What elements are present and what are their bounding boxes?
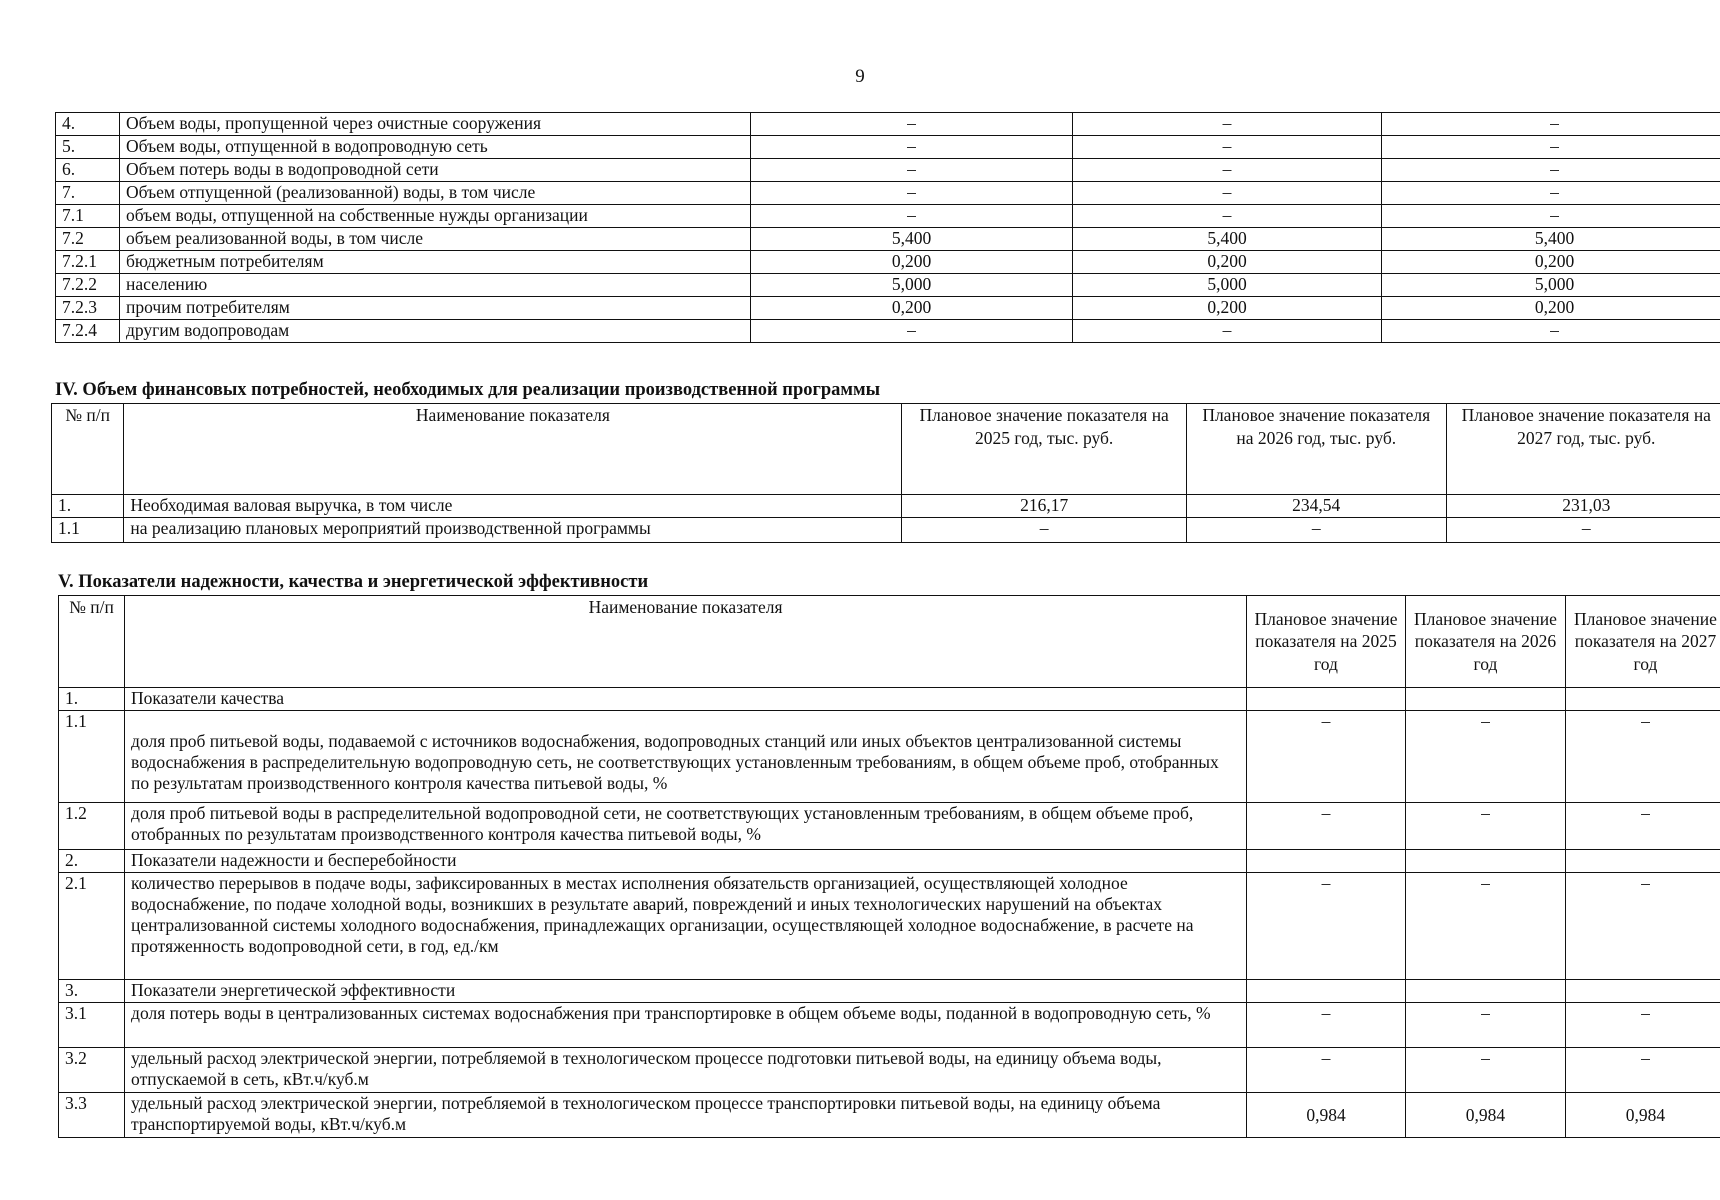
value-2026: 0,200 — [1073, 251, 1382, 274]
reliability-quality-table — [58, 595, 1720, 1138]
row-number: 1. — [59, 688, 125, 711]
table-row — [52, 495, 1720, 518]
value-2027: – — [1382, 136, 1720, 159]
value-2026: – — [1073, 320, 1382, 343]
table-row — [56, 113, 1720, 136]
row-number: 3.3 — [59, 1093, 125, 1138]
row-number: 3.2 — [59, 1048, 125, 1093]
water-volume-table — [55, 112, 1720, 343]
value-2027 — [1565, 688, 1720, 711]
row-number: 2. — [59, 850, 125, 873]
value-2026: – — [1073, 205, 1382, 228]
table-header-row — [52, 404, 1720, 495]
value-2026: 0,200 — [1073, 297, 1382, 320]
value-2025: – — [1247, 1003, 1406, 1048]
table-row — [59, 1003, 1720, 1048]
value-2026: – — [1073, 113, 1382, 136]
indicator-name: Объем воды, отпущенной в водопроводную сеть — [120, 136, 751, 159]
row-number: 6. — [56, 159, 120, 182]
table-row — [59, 850, 1720, 873]
row-number: 3.1 — [59, 1003, 125, 1048]
row-number: 7.1 — [56, 205, 120, 228]
header-2027: Плановое значение показателя на 2027 год, тыс. руб. — [1446, 404, 1720, 495]
row-number: 7. — [56, 182, 120, 205]
value-2025: – — [902, 518, 1187, 543]
table-row — [59, 803, 1720, 850]
indicator-name: Показатели энергетической эффективности — [125, 980, 1247, 1003]
header-name: Наименование показателя — [125, 596, 1247, 688]
table-row — [56, 159, 1720, 182]
value-2025: – — [1247, 711, 1406, 803]
value-2026: 5,400 — [1073, 228, 1382, 251]
row-number: 3. — [59, 980, 125, 1003]
financial-needs-table — [51, 403, 1720, 543]
indicator-name: Показатели надежности и бесперебойности — [125, 850, 1247, 873]
section-4-title: IV. Объем финансовых потребностей, необходимых для реализации производственной программы — [55, 380, 881, 400]
value-2027 — [1565, 980, 1720, 1003]
value-2026: – — [1405, 1048, 1565, 1093]
value-2026: 5,000 — [1073, 274, 1382, 297]
row-number: 5. — [56, 136, 120, 159]
indicator-name: Необходимая валовая выручка, в том числе — [124, 495, 902, 518]
value-2025 — [1247, 850, 1406, 873]
value-2027: – — [1382, 113, 1720, 136]
indicator-name: населению — [120, 274, 751, 297]
value-2025: 216,17 — [902, 495, 1187, 518]
indicator-name: доля потерь воды в централизованных системах водоснабжения при транспортировке в общем объеме воды, поданной в водопроводную сеть, % — [125, 1003, 1247, 1048]
value-2025 — [1247, 980, 1406, 1003]
value-2027: – — [1382, 320, 1720, 343]
value-2027: 5,000 — [1382, 274, 1720, 297]
value-2027: – — [1446, 518, 1720, 543]
indicator-name: количество перерывов в подаче воды, зафиксированных в местах исполнения обязательств организацией, осуществляющей холодное водоснабжение, по подаче холодной воды, возникших в результате аварий, повреждений и иных технологических нарушений на объектах централизованной системы холодного водоснабжения, принадлежащих организации, осуществляющей холодное водоснабжение, в расчете на протяженность водопроводной сети, в год, ед./км — [125, 873, 1247, 980]
table-row — [56, 320, 1720, 343]
table-row — [56, 251, 1720, 274]
table-row — [59, 1048, 1720, 1093]
row-number: 1.1 — [52, 518, 124, 543]
value-2027 — [1565, 850, 1720, 873]
value-2027: 231,03 — [1446, 495, 1720, 518]
indicator-name: доля проб питьевой воды, подаваемой с источников водоснабжения, водопроводных станций или иных объектов централизованной системы водоснабжения в распределительную водопроводную сеть, не соответствующих установленным требованиям, в общем объеме проб, отобранных по результатам производственного контроля качества питьевой воды, % — [125, 711, 1247, 803]
value-2026: – — [1073, 182, 1382, 205]
value-2027: – — [1565, 711, 1720, 803]
table-row — [56, 182, 1720, 205]
value-2027: – — [1382, 159, 1720, 182]
row-number: 7.2.4 — [56, 320, 120, 343]
value-2026 — [1405, 850, 1565, 873]
indicator-name: Объем потерь воды в водопроводной сети — [120, 159, 751, 182]
row-number: 1. — [52, 495, 124, 518]
indicator-name: на реализацию плановых мероприятий производственной программы — [124, 518, 902, 543]
value-2025: 0,984 — [1247, 1093, 1406, 1138]
value-2026: – — [1405, 873, 1565, 980]
value-2025: – — [751, 182, 1073, 205]
table-row — [56, 274, 1720, 297]
value-2027: – — [1382, 182, 1720, 205]
value-2025: – — [751, 320, 1073, 343]
value-2026: – — [1073, 136, 1382, 159]
value-2026: – — [1405, 1003, 1565, 1048]
row-number: 1.2 — [59, 803, 125, 850]
value-2027: – — [1565, 1048, 1720, 1093]
row-number: 2.1 — [59, 873, 125, 980]
indicator-name: доля проб питьевой воды в распределительной водопроводной сети, не соответствующих установленным требованиям, в общем объеме проб, отобранных по результатам производственного контроля качества питьевой воды, % — [125, 803, 1247, 850]
value-2026: 0,984 — [1405, 1093, 1565, 1138]
value-2025: – — [751, 136, 1073, 159]
value-2027: – — [1565, 1003, 1720, 1048]
value-2026: – — [1186, 518, 1446, 543]
indicator-name: Показатели качества — [125, 688, 1247, 711]
section-5-title: V. Показатели надежности, качества и энергетической эффективности — [58, 572, 649, 592]
row-number: 7.2 — [56, 228, 120, 251]
value-2027: 0,200 — [1382, 297, 1720, 320]
value-2026 — [1405, 688, 1565, 711]
indicator-name: Объем воды, пропущенной через очистные сооружения — [120, 113, 751, 136]
row-number: 7.2.2 — [56, 274, 120, 297]
value-2027: – — [1565, 873, 1720, 980]
table-row — [59, 711, 1720, 803]
header-2025: Плановое значение показателя на 2025 год — [1247, 596, 1406, 688]
value-2025: – — [751, 205, 1073, 228]
value-2026: 234,54 — [1186, 495, 1446, 518]
value-2025: – — [1247, 803, 1406, 850]
row-number: 1.1 — [59, 711, 125, 803]
row-number: 7.2.3 — [56, 297, 120, 320]
table-row — [59, 980, 1720, 1003]
value-2025 — [1247, 688, 1406, 711]
value-2025: – — [1247, 873, 1406, 980]
table-row — [59, 688, 1720, 711]
value-2025: 5,000 — [751, 274, 1073, 297]
row-number: 4. — [56, 113, 120, 136]
value-2027: – — [1382, 205, 1720, 228]
table-row — [59, 873, 1720, 980]
value-2025: – — [1247, 1048, 1406, 1093]
header-name: Наименование показателя — [124, 404, 902, 495]
indicator-name: удельный расход электрической энергии, потребляемой в технологическом процессе подготовки питьевой воды, на единицу объема воды, отпускаемой в сеть, кВт.ч/куб.м — [125, 1048, 1247, 1093]
indicator-name: другим водопроводам — [120, 320, 751, 343]
value-2025: 0,200 — [751, 251, 1073, 274]
indicator-name: бюджетным потребителям — [120, 251, 751, 274]
indicator-name: объем реализованной воды, в том числе — [120, 228, 751, 251]
table-header-row — [59, 596, 1720, 688]
row-number: 7.2.1 — [56, 251, 120, 274]
table-row — [52, 518, 1720, 543]
header-2026: Плановое значение показателя на 2026 год — [1405, 596, 1565, 688]
indicator-name: Объем отпущенной (реализованной) воды, в том числе — [120, 182, 751, 205]
page-number: 9 — [855, 66, 865, 87]
value-2026 — [1405, 980, 1565, 1003]
table-row — [59, 1093, 1720, 1138]
value-2025: – — [751, 113, 1073, 136]
header-2026: Плановое значение показателя на 2026 год, тыс. руб. — [1186, 404, 1446, 495]
value-2026: – — [1073, 159, 1382, 182]
value-2027: 0,200 — [1382, 251, 1720, 274]
value-2026: – — [1405, 711, 1565, 803]
table-row — [56, 297, 1720, 320]
table-row — [56, 205, 1720, 228]
indicator-name: объем воды, отпущенной на собственные нужды организации — [120, 205, 751, 228]
indicator-name: удельный расход электрической энергии, потребляемой в технологическом процессе транспортировки питьевой воды, на единицу объема транспортируемой воды, кВт.ч/куб.м — [125, 1093, 1247, 1138]
value-2026: – — [1405, 803, 1565, 850]
header-num: № п/п — [52, 404, 124, 495]
header-2025: Плановое значение показателя на 2025 год, тыс. руб. — [902, 404, 1187, 495]
table-row — [56, 136, 1720, 159]
table-row — [56, 228, 1720, 251]
value-2025: 0,200 — [751, 297, 1073, 320]
header-num: № п/п — [59, 596, 125, 688]
value-2025: 5,400 — [751, 228, 1073, 251]
value-2027: 0,984 — [1565, 1093, 1720, 1138]
header-2027: Плановое значение показателя на 2027 год — [1565, 596, 1720, 688]
value-2027: – — [1565, 803, 1720, 850]
value-2027: 5,400 — [1382, 228, 1720, 251]
indicator-name: прочим потребителям — [120, 297, 751, 320]
value-2025: – — [751, 159, 1073, 182]
